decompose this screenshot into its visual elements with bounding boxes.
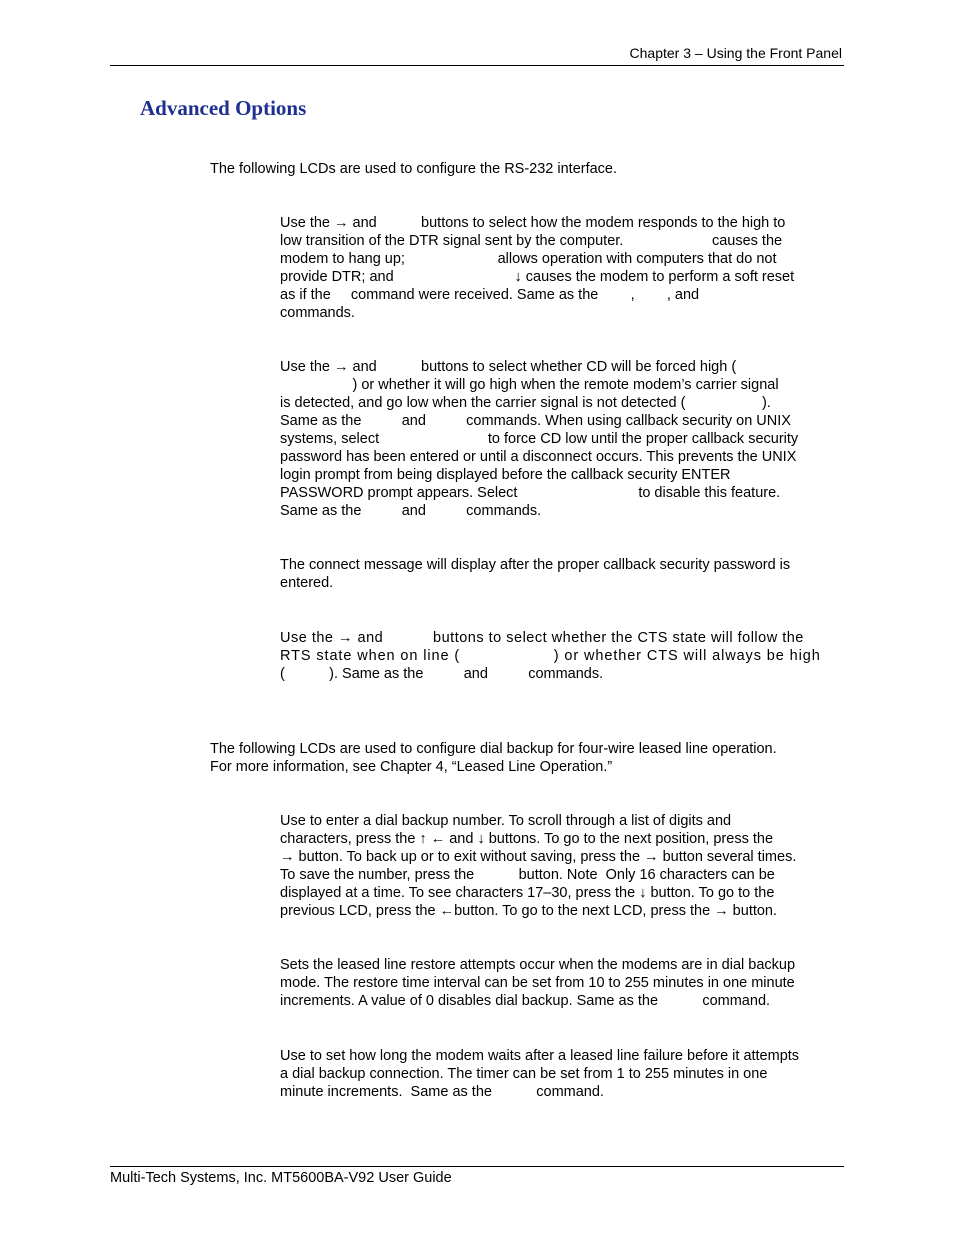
text-line: → button. To back up or to exit without saving, press the → button several times. <box>280 849 797 865</box>
text-line: commands. <box>280 305 355 321</box>
text-line: as if the command were received. Same as the , , and <box>280 287 700 303</box>
text-line: a dial backup connection. The timer can be set from 1 to 255 minutes in one <box>280 1066 768 1082</box>
text-line: systems, select to force CD low until the proper callback security <box>280 431 799 447</box>
text-line: low transition of the DTR signal sent by the computer. causes the <box>280 233 783 249</box>
text-line: ) or whether it will go high when the remote modem’s carrier signal <box>280 377 779 393</box>
wait-paragraph <box>280 1047 842 1101</box>
intro-dial-backup <box>210 740 777 776</box>
text-line: Use the → and buttons to select how the modem responds to the high to <box>280 215 786 231</box>
text-line: For more information, see Chapter 4, “Leased Line Operation.” <box>210 759 613 775</box>
cts-paragraph <box>280 629 842 683</box>
text-line: The following LCDs are used to configure dial backup for four-wire leased line operation. <box>210 741 777 757</box>
cd-paragraph <box>280 358 842 520</box>
dtr-paragraph <box>280 214 842 322</box>
restore-paragraph <box>280 956 842 1010</box>
running-footer: Multi-Tech Systems, Inc. MT5600BA-V92 User Guide <box>110 1170 452 1186</box>
section-title: Advanced Options <box>140 96 307 120</box>
text-line: entered. <box>280 575 334 591</box>
text-line: Use to set how long the modem waits after a leased line failure before it attempts <box>280 1048 800 1064</box>
intro-rs232: The following LCDs are used to configure the RS-232 interface. <box>210 161 618 177</box>
text-line: password has been entered or until a disconnect occurs. This prevents the UNIX <box>280 449 797 465</box>
footer-rule <box>110 1166 844 1167</box>
text-line: RTS state when on line ( ) or whether CTS will always be high <box>280 648 821 664</box>
text-line: Use the → and buttons to select whether CD will be forced high ( <box>280 359 737 375</box>
dial-number-paragraph <box>280 812 842 920</box>
text-line: mode. The restore time interval can be set from 10 to 255 minutes in one minute <box>280 975 795 991</box>
text-line: displayed at a time. To see characters 17–30, press the ↓ button. To go to the <box>280 885 775 901</box>
connect-paragraph <box>280 556 842 592</box>
text-line: characters, press the ↑ ← and ↓ buttons. To go to the next position, press the <box>280 831 774 847</box>
text-line: increments. A value of 0 disables dial backup. Same as the command. <box>280 993 771 1009</box>
text-line: Use the → and buttons to select whether the CTS state will follow the <box>280 630 804 646</box>
text-line: previous LCD, press the ←button. To go to the next LCD, press the → button. <box>280 903 778 919</box>
text-line: Same as the and commands. When using callback security on UNIX <box>280 413 791 429</box>
text-line: Same as the and commands. <box>280 503 542 519</box>
text-line: PASSWORD prompt appears. Select to disable this feature. <box>280 485 781 501</box>
text-line: login prompt from being displayed before the callback security ENTER <box>280 467 731 483</box>
text-line: minute increments. Same as the command. <box>280 1084 604 1100</box>
header-rule <box>110 65 844 66</box>
text-line: To save the number, press the button. Note Only 16 characters can be <box>280 867 775 883</box>
text-line: Sets the leased line restore attempts occur when the modems are in dial backup <box>280 957 796 973</box>
text-line: Use to enter a dial backup number. To scroll through a list of digits and <box>280 813 732 829</box>
text-line: ( ). Same as the and commands. <box>280 666 604 682</box>
text-line: The connect message will display after the proper callback security password is <box>280 557 791 573</box>
running-header: Chapter 3 – Using the Front Panel <box>629 45 842 61</box>
text-line: is detected, and go low when the carrier signal is not detected ( ). <box>280 395 771 411</box>
text-line: provide DTR; and ↓ causes the modem to perform a soft reset <box>280 269 795 285</box>
text-line: modem to hang up; allows operation with computers that do not <box>280 251 777 267</box>
